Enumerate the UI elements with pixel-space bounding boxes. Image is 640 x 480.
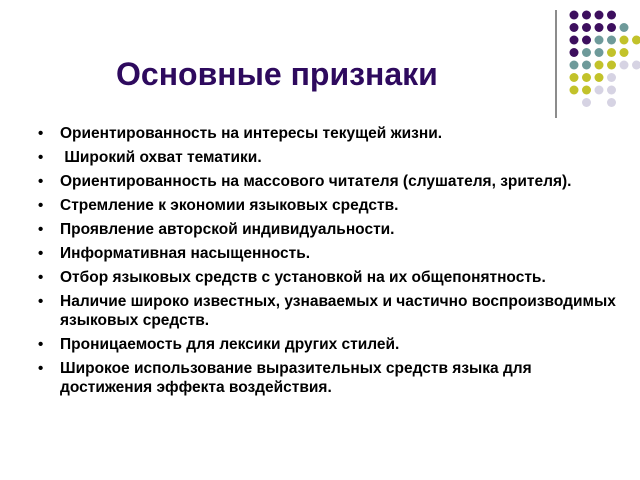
list-item [38, 172, 618, 191]
decorative-dot [570, 86, 579, 95]
decorative-dot [620, 48, 629, 57]
bullet-icon: • [38, 245, 44, 262]
decorative-dot [582, 73, 591, 82]
list-item [38, 292, 621, 330]
bullet-icon: • [38, 360, 44, 377]
list-item-text: Ориентированность на интересы текущей жизни. [60, 125, 443, 142]
list-item-text: Наличие широко известных, узнаваемых и частично воспроизводимых языковых средств. [60, 293, 621, 329]
list-item-text: Проявление авторской индивидуальности. [60, 221, 395, 238]
list-item-text: Проницаемость для лексики других стилей. [60, 336, 400, 353]
decorative-dot [607, 11, 616, 20]
list-item [38, 148, 618, 167]
decorative-dot [595, 11, 604, 20]
list-item [38, 220, 618, 239]
list-item-text: Стремление к экономии языковых средств. [60, 197, 399, 214]
decorative-dot [607, 36, 616, 45]
bullet-icon: • [38, 293, 44, 310]
decorative-dot [582, 11, 591, 20]
decorative-dot [595, 73, 604, 82]
decorative-dot [570, 11, 579, 20]
list-item-text: Ориентированность на массового читателя (слушателя, зрителя). [60, 173, 572, 190]
decorative-dot [607, 48, 616, 57]
decorative-dot [620, 36, 629, 45]
decorative-dot [570, 36, 579, 45]
decorative-dot [620, 61, 629, 70]
list-item-text: Широкое использование выразительных средств языка для достижения эффекта воздействия. [60, 360, 536, 396]
list-item [38, 268, 618, 287]
bullet-icon: • [38, 269, 44, 286]
decorative-dot [607, 98, 616, 107]
decorative-dot [582, 36, 591, 45]
bullet-list [38, 124, 621, 402]
decorative-dot [632, 36, 640, 45]
decorative-dot [595, 86, 604, 95]
list-item-text: Отбор языковых средств с установкой на их общепонятность. [60, 269, 546, 286]
decorative-dot [582, 98, 591, 107]
decorative-dot [607, 23, 616, 32]
decorative-dot [607, 61, 616, 70]
decorative-dot [595, 61, 604, 70]
bullet-icon: • [38, 125, 44, 142]
bullet-icon: • [38, 197, 44, 214]
list-item [38, 359, 618, 397]
decorative-dot [582, 86, 591, 95]
list-item [38, 335, 618, 354]
decorative-dot [632, 61, 640, 70]
list-item-text: Информативная насыщенность. [60, 245, 311, 262]
decorative-dot [570, 48, 579, 57]
decorative-dot [570, 23, 579, 32]
decorative-dot [570, 73, 579, 82]
decorative-dot [595, 23, 604, 32]
bullet-icon: • [38, 336, 44, 353]
decorative-dot [607, 86, 616, 95]
decorative-dot [607, 73, 616, 82]
list-item [38, 124, 618, 143]
decorative-dot [582, 23, 591, 32]
bullet-icon: • [38, 221, 44, 238]
decorative-dot [595, 36, 604, 45]
slide-title: Основные признаки [116, 56, 438, 92]
decorative-dot [595, 48, 604, 57]
vertical-divider [555, 10, 557, 118]
list-item [38, 196, 618, 215]
decorative-dot [620, 23, 629, 32]
list-item-text: Широкий охват тематики. [60, 149, 262, 166]
bullet-icon: • [38, 173, 44, 190]
decorative-dot [582, 48, 591, 57]
decorative-dot [582, 61, 591, 70]
bullet-icon: • [38, 149, 44, 166]
decorative-dot [570, 61, 579, 70]
list-item [38, 244, 618, 263]
